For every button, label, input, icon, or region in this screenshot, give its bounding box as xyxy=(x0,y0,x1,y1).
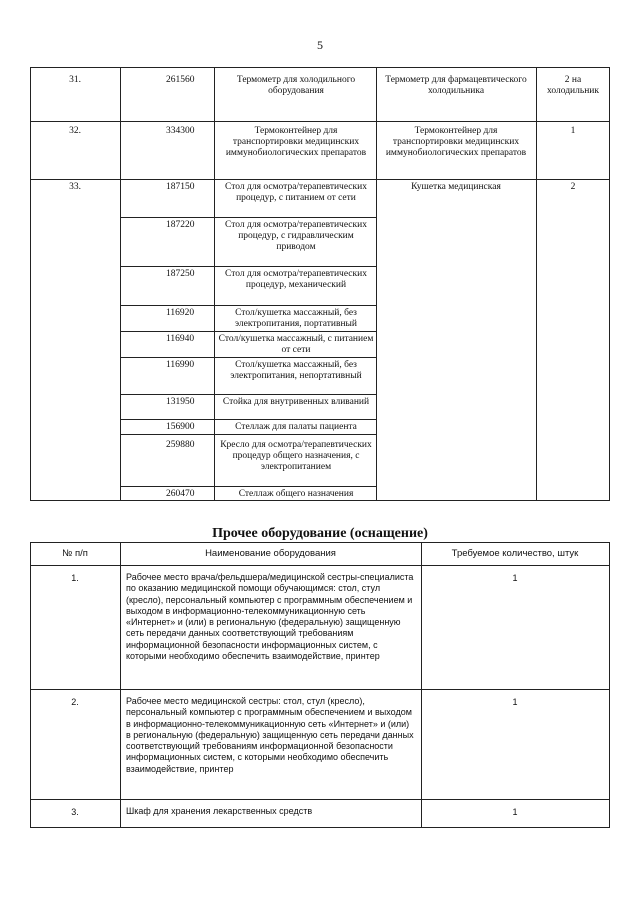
subrow-name: Стол для осмотра/терапевтических процедур, с гидравлическим приводом xyxy=(225,220,367,252)
row-number: 33. xyxy=(69,182,81,192)
subrow-name: Стол для осмотра/терапевтических процедур, механический xyxy=(225,269,367,290)
subrow-code: 156900 xyxy=(166,422,195,432)
row-equipment: Термоконтейнер для транспортировки медицинских иммунобиологических препаратов xyxy=(385,126,527,158)
row-number: 1. xyxy=(71,573,79,583)
row-qty: 1 xyxy=(512,573,518,583)
subrow-code: 116940 xyxy=(166,334,195,344)
subrow-code: 187220 xyxy=(166,220,195,230)
row-qty: 2 xyxy=(570,182,576,192)
header-name: Наименование оборудования xyxy=(205,548,336,559)
row-qty: 1 xyxy=(512,807,518,817)
page-number: 5 xyxy=(317,38,323,52)
subrow-code: 116990 xyxy=(166,360,195,370)
row-qty: 1 xyxy=(570,126,576,136)
row-number: 2. xyxy=(71,697,79,707)
header-number: № п/п xyxy=(62,548,88,559)
section-title: Прочее оборудование (оснащение) xyxy=(212,526,428,541)
row-name: Рабочее место медицинской сестры: стол, стул (кресло), персональный компьютер с программным обеспечением и выходом в информационно-телекоммуникационную сеть «Интернет» и (или) в региональную (федеральную) защищенную сеть передачи данных соответствующий требованиям информационной безопасности информационных систем, с которыми необходимо обеспечить взаимодействие, принтер xyxy=(126,696,414,774)
row-qty: 1 xyxy=(512,697,518,707)
row-name: Термоконтейнер для транспортировки медицинских иммунобиологических препаратов xyxy=(225,126,367,158)
subrow-name: Кресло для осмотра/терапевтических процедур общего назначения, с электропитанием xyxy=(220,440,372,472)
subrow-name: Стол/кушетка массажный, без электропитания, непортативный xyxy=(230,360,362,381)
subrow-name: Стеллаж общего назначения xyxy=(238,489,354,499)
row-code: 261560 xyxy=(166,75,195,85)
subrow-code: 131950 xyxy=(166,397,195,407)
subrow-name: Стойка для внутривенных вливаний xyxy=(222,397,370,407)
subrow-code: 259880 xyxy=(166,440,195,450)
row-code: 334300 xyxy=(166,126,195,136)
row-equipment: Термометр для фармацевтического холодильника xyxy=(385,75,527,96)
row-name: Рабочее место врача/фельдшера/медицинской сестры-специалиста по оказанию медицинской помощи обучающимся: стол, стул (кресло), персональный компьютер с программным обеспечением и выходом в информационно-телекоммуникационную сеть «Интернет» и (или) в региональную (федеральную) защищенную сеть передачи данных соответствующий требованиям информационной безопасности информационных систем, с которыми необходимо обеспечить взаимодействие, принтер xyxy=(126,572,414,662)
subrow-code: 187250 xyxy=(166,269,195,279)
row-number: 31. xyxy=(69,75,81,85)
row-qty: 2 на холодильник xyxy=(546,75,599,96)
subrow-name: Стол для осмотра/терапевтических процедур, с питанием от сети xyxy=(225,182,367,203)
row-equipment: Кушетка медицинская xyxy=(411,182,501,192)
subrow-name: Стеллаж для палаты пациента xyxy=(235,422,357,432)
header-qty: Требуемое количество, штук xyxy=(451,548,579,559)
row-name: Шкаф для хранения лекарственных средств xyxy=(126,806,313,816)
row-number: 3. xyxy=(71,807,79,817)
subrow-name: Стол/кушетка массажный, с питанием от сети xyxy=(218,334,374,355)
subrow-code: 187150 xyxy=(166,182,195,192)
subrow-name: Стол/кушетка массажный, без электропитания, портативный xyxy=(234,308,358,329)
row-name: Термометр для холодильного оборудования xyxy=(236,75,356,96)
subrow-code: 260470 xyxy=(166,489,195,499)
subrow-code: 116920 xyxy=(166,308,195,318)
row-number: 32. xyxy=(69,126,81,136)
